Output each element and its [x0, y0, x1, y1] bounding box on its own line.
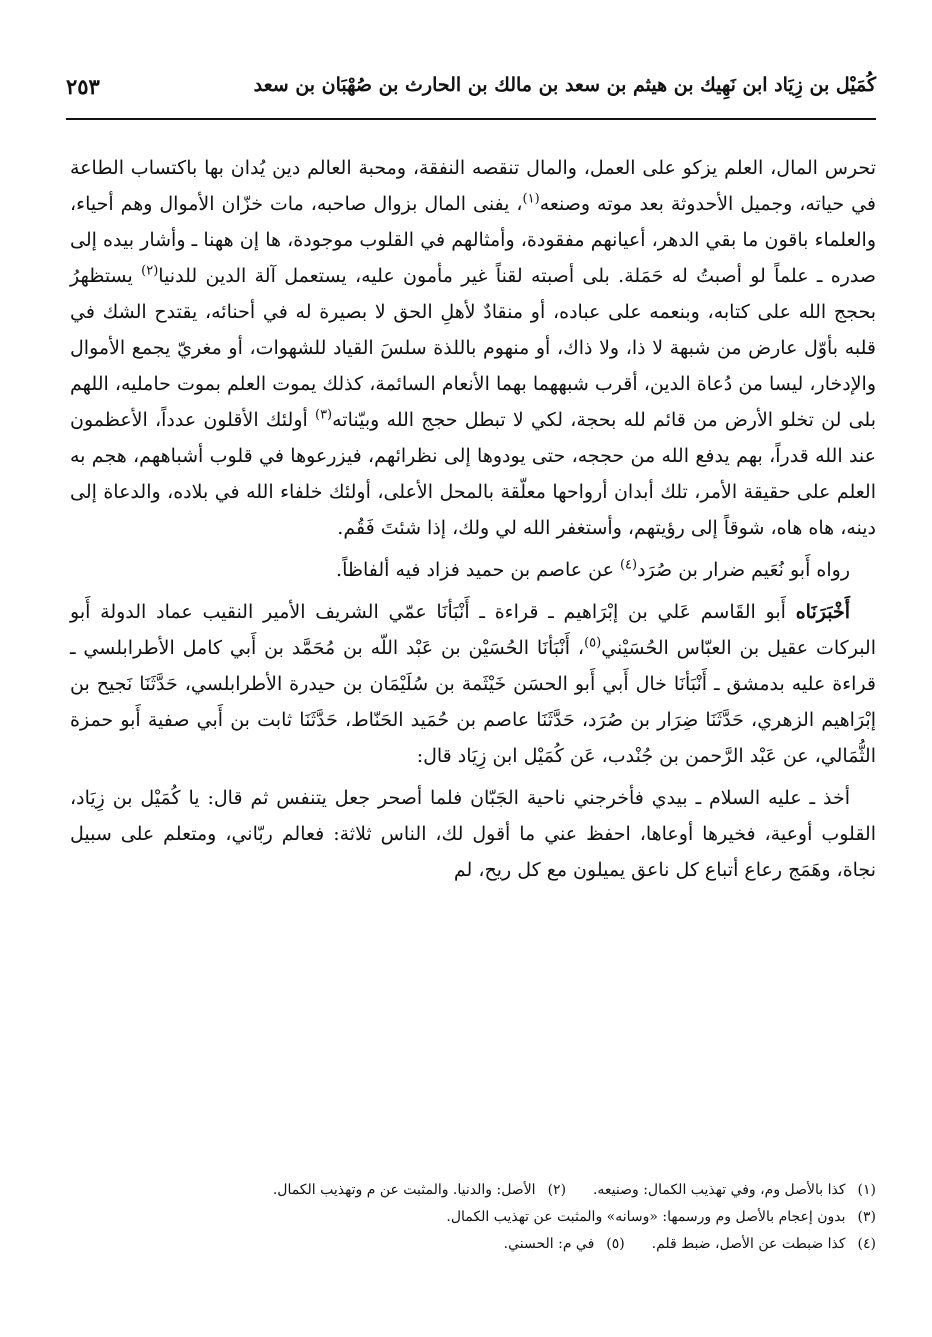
- footnote-1-number: (١): [857, 1182, 876, 1198]
- footnote-2-text: الأصل: والدنيا. والمثبت عن م وتهذيب الكمال.: [272, 1182, 536, 1198]
- footnote-3-number: (٣): [857, 1209, 876, 1225]
- footnotes: [110, 1177, 876, 1258]
- paragraph-3-text-1: أَبو القَاسم عَلي بن إبْرَاهيم ـ قراءة ـ أَنْبَأنَا عمّي الشريف الأمير النقيب عماد الدولة أَبو البركات عقيل بن العبّاس الحُسَيْني: [70, 601, 876, 659]
- paragraph-1-text-4: أولئك الأقلون عدداً، الأعظمون عند الله قدراً، بهم يدفع الله من حججه، حتى يودوها إلى نظرائهم، فيزرعوها في قلوب أشباههم، هجم به العلم على حقيقة الأمر، تلك أبدان أرواحها معلّقة بالمحل الأعلى، أولئك خلفاء الله في بلاده، والدعاة إلى دينه، هاه هاه، شوقاً إلى رؤيتهم، وأستغفر الله لي ولك، إذا شئتَ فَقُم.: [70, 409, 876, 539]
- paragraph-2: [70, 552, 876, 588]
- footnote-4-number: (٤): [857, 1236, 876, 1252]
- main-text: [70, 150, 876, 894]
- footnote-4-text: كذا ضبطت عن الأصل، ضبط قلم.: [651, 1236, 846, 1252]
- footnote-line-1: [110, 1177, 876, 1204]
- page-number: ٢٥٣: [66, 74, 100, 99]
- running-header: [66, 74, 876, 114]
- paragraph-1-text-3: يستظهرُ بحجج الله على كتابه، وبنعمه على عباده، أو منقادٌ لأهلِ الحق لا بصيرة له في أحنائه، يقتدح الشك في قلبه بأوّل عارض من شبهة لا ذا، ولا ذاك، أو منهوم باللذة سلسَ القياد للشهوات، أو مغريّ يجمع الأموال والإدخار، ليسا من دُعاة الدين، أقرب شبههما بهما الأنعام السائمة، كذلك يموت العلم بموت حامليه، اللهم بلى لن تخلو الأرض من قائم لله بحجة، لكي لا تبطل حجج الله وبيّناته: [70, 265, 876, 431]
- footnote-line-2: [110, 1204, 876, 1231]
- footnote-5-number: (٥): [606, 1236, 625, 1252]
- paragraph-4-text: أخذ ـ عليه السلام ـ بيدي فأخرجني ناحية الجَبّان فلما أصحر جعل يتنفس ثم قال: يا كُمَيْل بن زِيَاد، القلوب أوعية، فخيرها أوعاها، احفظ عني ما أقول لك، الناس ثلاثة: فعالم ربّاني، ومتعلم على سبيل نجاة، وهَمَج رعاع أتباع كل ناعق يميلون مع كل ريح، لم: [70, 787, 876, 881]
- footnote-3-text: بدون إعجام بالأصل وم ورسمها: «وسانه» والمثبت عن تهذيب الكمال.: [446, 1209, 846, 1225]
- footnote-line-3: [110, 1231, 876, 1258]
- running-header-title: كُمَيْل بن زِيَاد ابن نَهِيك بن هيثم بن سعد بن مالك بن الحارث بن صُهْبَان بن سعد: [253, 74, 876, 96]
- footnote-ref-1: (١): [522, 191, 540, 207]
- footnote-2-number: (٢): [547, 1182, 567, 1198]
- footnote-1-text: كذا بالأصل وم، وفي تهذيب الكمال: وصنيعه.: [592, 1182, 846, 1198]
- paragraph-3-text-2: ، أَنْبَأنَا الحُسَيْن بن عَبْد اللّه بن مُحَمَّد بن أَبي كامل الأطرابلسي ـ قراءة عليه بدمشق ـ أَنْبَأنَا خال أَبي أَبو الحسَن خَيْثَمة بن سُلَيْمَان بن حيدرة الأطرابلسي، حَدَّثَنَا نَجيح بن إبْرَاهيم الزهري، حَدَّثَنَا ضِرَار بن صُرَد، حَدَّثَنَا عاصم بن حُمَيد الحَنّاط، حَدَّثَنَا ثابت بن أَبي صفية أَبو حمزة الثُّمَالي، عن عَبْد الرَّحمن بن جُنْدب، عَن كُمَيْل ابن زِيَاد قال:: [70, 637, 876, 767]
- footnote-ref-3: (٣): [314, 407, 333, 423]
- paragraph-2-text-2: عن عاصم بن حميد فزاد فيه ألفاظاً.: [336, 559, 620, 581]
- footnote-ref-5: (٥): [584, 635, 602, 651]
- paragraph-2-text-1: رواه أَبو نُعَيم ضرار بن صُرَد: [637, 559, 850, 581]
- footnote-5-text: في م: الحسني.: [503, 1236, 595, 1252]
- paragraph-3: [70, 594, 876, 774]
- paragraph-1: [70, 150, 876, 546]
- isnad-keyword: أَخْبَرَنَاه: [795, 601, 850, 623]
- footnote-ref-4: (٤): [619, 557, 638, 573]
- paragraph-1-text-1: تحرس المال، العلم يزكو على العمل، والمال تنقصه النفقة، ومحبة العالم دين يُدان بها باكتساب الطاعة في حياته، وجميل الأحدوثة بعد موته وصنعه: [70, 157, 876, 215]
- paragraph-1-text-2: ، يفنى المال بزوال صاحبه، مات خزّان الأموال وهم أحياء، والعلماء باقون ما بقي الدهر، أعيانهم مفقودة، وأمثالهم في القلوب موجودة، ها إن ههنا ـ وأشار بيده إلى صدره ـ علماً لو أصبتُ له حَمَلة. بلى أصبته لقناً غير مأمون عليه، يستعمل آلة الدين للدنيا: [70, 193, 877, 287]
- paragraph-4: [70, 780, 876, 888]
- header-divider: [66, 118, 876, 120]
- footnote-ref-2: (٢): [141, 263, 159, 279]
